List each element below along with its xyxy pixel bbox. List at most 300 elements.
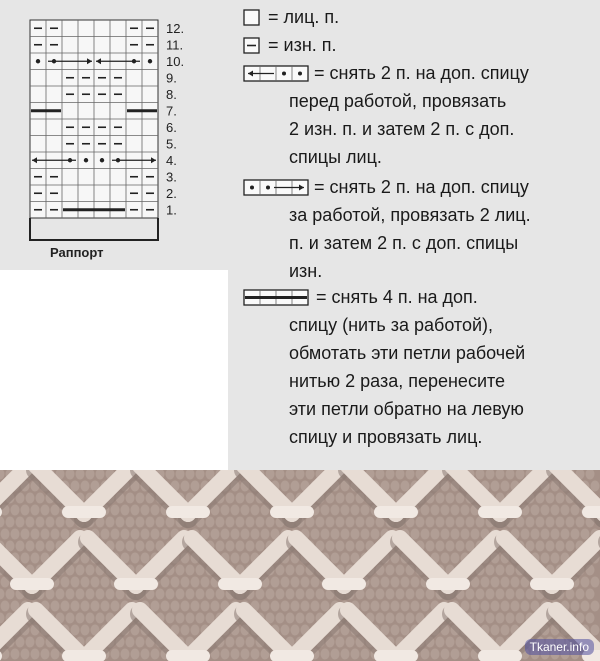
stitch — [6, 589, 15, 600]
stitch — [251, 649, 260, 660]
stitch — [451, 505, 460, 516]
legend-cross-right-symbol — [244, 180, 308, 195]
stitch — [496, 565, 505, 576]
stitch — [516, 589, 525, 600]
stitch — [301, 601, 310, 612]
stitch — [571, 529, 580, 540]
stitch — [581, 601, 590, 612]
stitch — [496, 589, 505, 600]
stitch — [136, 637, 145, 648]
stitch — [116, 541, 125, 552]
stitch — [11, 529, 20, 540]
stitch — [136, 493, 145, 504]
stitch — [541, 529, 550, 540]
stitch — [1, 529, 10, 540]
stitch — [141, 505, 150, 516]
stitch — [36, 541, 45, 552]
stitch — [56, 517, 65, 528]
wrap-knot — [218, 578, 262, 590]
stitch — [391, 601, 400, 612]
stitch — [326, 541, 335, 552]
stitch — [46, 589, 55, 600]
stitch — [401, 481, 410, 492]
stitch — [356, 517, 365, 528]
legend-text-line: нитью 2 раза, перенесите — [289, 371, 506, 391]
stitch — [86, 613, 95, 624]
stitch — [591, 577, 600, 588]
stitch — [531, 529, 540, 540]
stitch — [61, 601, 70, 612]
stitch — [321, 505, 330, 516]
stitch — [31, 505, 40, 516]
stitch — [141, 553, 150, 564]
stitch — [241, 553, 250, 564]
stitch — [31, 649, 40, 660]
stitch — [181, 577, 190, 588]
stitch — [11, 505, 20, 516]
stitch — [166, 517, 175, 528]
stitch — [331, 553, 340, 564]
stitch — [541, 505, 550, 516]
stitch — [566, 541, 575, 552]
stitch — [441, 553, 450, 564]
wrap-knot — [166, 650, 210, 661]
stitch — [336, 517, 345, 528]
stitch — [291, 481, 300, 492]
stitch — [266, 589, 275, 600]
stitch — [216, 517, 225, 528]
wrap-knot — [166, 506, 210, 518]
row-number: 5. — [166, 136, 177, 152]
stitch — [556, 541, 565, 552]
stitch — [386, 589, 395, 600]
stitch — [536, 541, 545, 552]
stitch — [481, 577, 490, 588]
legend-text-line: эти петли обратно на левую — [289, 399, 524, 419]
stitch — [546, 541, 555, 552]
stitch — [211, 601, 220, 612]
stitch — [241, 529, 250, 540]
stitch — [231, 649, 240, 660]
stitch — [446, 541, 455, 552]
stitch — [536, 517, 545, 528]
stitch — [361, 601, 370, 612]
stitch — [511, 601, 520, 612]
stitch — [196, 589, 205, 600]
stitch — [276, 613, 285, 624]
stitch — [186, 565, 195, 576]
legend-text-line: спицы лиц. — [289, 147, 382, 167]
stitch — [521, 529, 530, 540]
stitch — [286, 565, 295, 576]
stitch — [321, 601, 330, 612]
row-number: 2. — [166, 185, 177, 201]
stitch — [261, 601, 270, 612]
stitch — [76, 565, 85, 576]
stitch — [396, 613, 405, 624]
stitch — [371, 529, 380, 540]
stitch — [206, 589, 215, 600]
stitch — [341, 529, 350, 540]
stitch — [501, 625, 510, 636]
legend-knit-square — [244, 10, 259, 25]
stitch — [436, 493, 445, 504]
row-number: 1. — [166, 202, 177, 218]
stitch — [436, 637, 445, 648]
stitch — [371, 577, 380, 588]
stitch — [501, 577, 510, 588]
stitch — [246, 493, 255, 504]
stitch — [36, 517, 45, 528]
stitch — [266, 517, 275, 528]
stitch — [1, 601, 10, 612]
stitch — [346, 541, 355, 552]
stitch — [476, 613, 485, 624]
stitch — [431, 649, 440, 660]
stitch — [21, 553, 30, 564]
stitch — [146, 541, 155, 552]
stitch — [416, 517, 425, 528]
knit-texture — [0, 470, 600, 661]
stitch — [516, 613, 525, 624]
stitch — [471, 529, 480, 540]
stitch — [486, 565, 495, 576]
stitch — [171, 577, 180, 588]
stitch — [346, 493, 355, 504]
stitch — [126, 493, 135, 504]
stitch — [21, 649, 30, 660]
stitch — [291, 577, 300, 588]
stitch — [446, 517, 455, 528]
stitch — [101, 577, 110, 588]
stitch — [386, 565, 395, 576]
stitch — [361, 529, 370, 540]
stitch — [31, 553, 40, 564]
legend-text-line: = снять 4 п. на доп. — [316, 287, 478, 307]
stitch — [331, 529, 340, 540]
stitch — [151, 505, 160, 516]
stitch — [186, 613, 195, 624]
stitch — [16, 517, 25, 528]
wrap-knot — [62, 650, 106, 661]
stitch — [131, 553, 140, 564]
stitch — [321, 649, 330, 660]
stitch — [541, 553, 550, 564]
stitch — [81, 481, 90, 492]
stitch — [441, 649, 450, 660]
stitch — [136, 517, 145, 528]
stitch — [151, 649, 160, 660]
stitch — [486, 589, 495, 600]
row-number: 12. — [166, 20, 185, 36]
stitch — [336, 637, 345, 648]
stitch — [591, 601, 600, 612]
stitch — [131, 505, 140, 516]
stitch — [546, 517, 555, 528]
stitch — [166, 589, 175, 600]
stitch — [236, 517, 245, 528]
stitch — [111, 601, 120, 612]
stitch — [226, 637, 235, 648]
stitch — [51, 601, 60, 612]
stitch — [506, 589, 515, 600]
legend-cross-left-symbol — [244, 66, 308, 81]
stitch — [501, 601, 510, 612]
stitch — [236, 637, 245, 648]
stitch — [326, 517, 335, 528]
stitch — [286, 613, 295, 624]
stitch — [491, 577, 500, 588]
stitch — [156, 589, 165, 600]
legend-text-line: = изн. п. — [268, 35, 337, 55]
stitch — [291, 625, 300, 636]
wrap-knot — [426, 578, 470, 590]
stitch — [471, 601, 480, 612]
stitch — [271, 601, 280, 612]
stitch — [436, 517, 445, 528]
stitch — [416, 589, 425, 600]
stitch — [351, 505, 360, 516]
stitch — [146, 517, 155, 528]
stitch — [61, 577, 70, 588]
stitch — [506, 565, 515, 576]
stitch — [221, 649, 230, 660]
stitch — [461, 649, 470, 660]
stitch — [306, 613, 315, 624]
stitch — [121, 529, 130, 540]
stitch — [101, 601, 110, 612]
stitch — [36, 493, 45, 504]
stitch — [361, 649, 370, 660]
stitch — [591, 481, 600, 492]
stitch — [561, 505, 570, 516]
stitch — [256, 589, 265, 600]
stitch — [311, 529, 320, 540]
stitch — [41, 649, 50, 660]
wrap-knot — [582, 506, 600, 518]
stitch — [516, 517, 525, 528]
row-number: 8. — [166, 86, 177, 102]
stitch — [16, 541, 25, 552]
stitch — [511, 577, 520, 588]
stitch — [246, 637, 255, 648]
legend-text-line: = снять 2 п. на доп. спицу — [314, 177, 529, 197]
stitch — [271, 577, 280, 588]
stitch — [301, 577, 310, 588]
stitch — [526, 589, 535, 600]
stitch — [451, 529, 460, 540]
stitch — [451, 649, 460, 660]
stitch — [121, 505, 130, 516]
stitch — [106, 589, 115, 600]
stitch — [41, 505, 50, 516]
stitch — [321, 529, 330, 540]
legend-wrap-symbol — [244, 290, 308, 305]
stitch — [571, 601, 580, 612]
row-number: 11. — [166, 37, 184, 53]
stitch — [236, 493, 245, 504]
wrap-knot — [114, 578, 158, 590]
stitch — [316, 589, 325, 600]
row-number: 4. — [166, 152, 177, 168]
watermark: Tkaner.info — [525, 639, 594, 655]
stitch — [166, 613, 175, 624]
stitch — [111, 505, 120, 516]
stitch — [436, 541, 445, 552]
stitch — [111, 649, 120, 660]
stitch — [56, 589, 65, 600]
stitch — [361, 505, 370, 516]
stitch — [291, 601, 300, 612]
stitch — [201, 601, 210, 612]
stitch — [376, 613, 385, 624]
stitch — [426, 541, 435, 552]
stitch — [466, 589, 475, 600]
stitch — [81, 625, 90, 636]
stitch — [281, 625, 290, 636]
stitch — [11, 649, 20, 660]
stitch — [446, 493, 455, 504]
stitch — [376, 589, 385, 600]
stitch — [6, 517, 15, 528]
stitch — [451, 553, 460, 564]
stitch — [296, 565, 305, 576]
repeat-label: Раппорт — [50, 245, 104, 260]
stitch — [401, 577, 410, 588]
stitch — [86, 589, 95, 600]
wrap-knot — [270, 650, 314, 661]
stitch — [351, 649, 360, 660]
stitch — [96, 589, 105, 600]
stitch — [26, 493, 35, 504]
stitch — [411, 529, 420, 540]
stitch — [561, 529, 570, 540]
stitch — [446, 637, 455, 648]
stitch — [371, 601, 380, 612]
wrap-knot — [530, 578, 574, 590]
stitch — [121, 649, 130, 660]
stitch — [71, 577, 80, 588]
row-number: 10. — [166, 53, 185, 69]
stitch — [466, 517, 475, 528]
stitch — [331, 505, 340, 516]
stitch — [66, 613, 75, 624]
stitch — [381, 577, 390, 588]
stitch — [556, 493, 565, 504]
stitch — [576, 517, 585, 528]
stitch — [576, 589, 585, 600]
stitch — [341, 553, 350, 564]
stitch — [106, 517, 115, 528]
row-number: 3. — [166, 169, 177, 185]
stitch — [256, 541, 265, 552]
stitch — [176, 613, 185, 624]
stitch — [476, 517, 485, 528]
stitch — [456, 541, 465, 552]
stitch — [551, 553, 560, 564]
wrap-knot — [10, 578, 54, 590]
stitch — [46, 541, 55, 552]
stitch — [431, 505, 440, 516]
stitch — [181, 601, 190, 612]
stitch — [276, 589, 285, 600]
stitch — [131, 649, 140, 660]
stitch — [226, 493, 235, 504]
stitch — [491, 625, 500, 636]
stitch — [366, 589, 375, 600]
stitch — [126, 637, 135, 648]
stitch — [546, 493, 555, 504]
stitch — [396, 589, 405, 600]
stitch — [91, 601, 100, 612]
stitch — [461, 505, 470, 516]
stitch — [61, 529, 70, 540]
stitch — [381, 601, 390, 612]
stitch — [281, 577, 290, 588]
legend-text-line: обмотать эти петли рабочей — [289, 343, 526, 363]
stitch — [421, 529, 430, 540]
stitch — [441, 505, 450, 516]
stitch — [216, 541, 225, 552]
wrap-knot — [374, 650, 418, 661]
stitch — [481, 601, 490, 612]
stitch — [231, 529, 240, 540]
stitch — [391, 625, 400, 636]
stitch — [551, 529, 560, 540]
stitch — [336, 493, 345, 504]
stitch — [401, 601, 410, 612]
stitch — [486, 613, 495, 624]
stitch — [126, 517, 135, 528]
stitch — [406, 613, 415, 624]
stitch — [336, 541, 345, 552]
stitch — [176, 589, 185, 600]
stitch — [311, 601, 320, 612]
stitch — [566, 517, 575, 528]
stitch — [241, 505, 250, 516]
stitch — [231, 553, 240, 564]
stitch — [36, 637, 45, 648]
stitch — [406, 589, 415, 600]
stitch — [491, 481, 500, 492]
row-number: 6. — [166, 119, 177, 135]
stitch — [131, 529, 140, 540]
stitch — [286, 589, 295, 600]
stitch — [256, 517, 265, 528]
stitch — [91, 577, 100, 588]
stitch — [586, 589, 595, 600]
stitch — [26, 541, 35, 552]
stitch — [26, 517, 35, 528]
stitch — [356, 541, 365, 552]
stitch — [461, 529, 470, 540]
stitch — [171, 601, 180, 612]
stitch — [226, 541, 235, 552]
stitch — [21, 505, 30, 516]
stitch — [251, 505, 260, 516]
stitch — [296, 589, 305, 600]
stitch — [81, 577, 90, 588]
stitch — [246, 517, 255, 528]
stitch — [281, 601, 290, 612]
stitch — [566, 589, 575, 600]
stitch — [76, 613, 85, 624]
stitch — [496, 613, 505, 624]
stitch — [251, 529, 260, 540]
stitch — [191, 625, 200, 636]
stitch — [76, 589, 85, 600]
stitch — [531, 505, 540, 516]
